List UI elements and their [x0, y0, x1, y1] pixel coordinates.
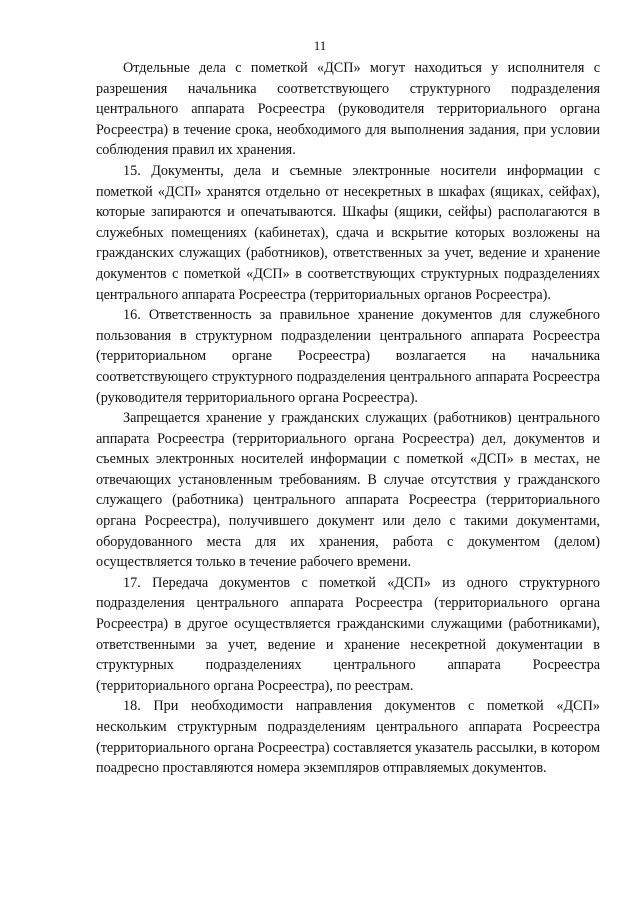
paragraph-15-storage: 15. Документы, дела и съемные электронные носители информации с пометкой «ДСП» хранятся отдельно от несекретных в шкафах (ящиках, сейфах), которые запираются и опечатываются. Шкафы (ящики, сейфы) располагаются в служебных помещениях (кабинетах), сдача и вскрытие которых возложены на гражданских служащих (работников), ответственных за учет, ведение и хранение документов с пометкой «ДСП» в соответствующих структурных подразделениях центрального аппарата Росреестра (территориальных органов Росреестра). [96, 162, 600, 303]
page-number: 11 [313, 38, 327, 53]
paragraph-17-transfer: 17. Передача документов с пометкой «ДСП» из одного структурного подразделения центрального аппарата Росреестра (территориального органа Росреестра) в другое осуществляется гражданскими служащими (работниками), ответственными за учет, ведение и хранение несекретной документации в структурных подразделениях центрального аппарата Росреестра (территориального органа Росреестра), по реестрам. [96, 574, 600, 694]
document-body [96, 58, 600, 779]
paragraph-16-responsibility: 16. Ответственность за правильное хранение документов для служебного пользования в структурном подразделении центрального аппарата Росреестра (территориальном органе Росреестра) возлагается на начальника соответствующего структурного подразделения центрального аппарата Росреестра (руководителя территориального органа Росреестра). [96, 307, 600, 406]
paragraph-18-distribution: 18. При необходимости направления документов с пометкой «ДСП» нескольким структурным подразделениям центрального аппарата Росреестра (территориального органа Росреестра) составляется указатель рассылки, в котором поадресно проставляются номера экземпляров отправляемых документов. [96, 698, 600, 777]
paragraph-dsp-cases-with-executor: Отдельные дела с пометкой «ДСП» могут находиться у исполнителя с разрешения начальника соответствующего структурного подразделения центрального аппарата Росреестра (руководителя территориального органа Росреестра) в течение срока, необходимого для выполнения задания, при условии соблюдения правил их хранения. [96, 60, 600, 159]
paragraph-storage-prohibition: Запрещается хранение у гражданских служащих (работников) центрального аппарата Росреестра (территориального органа Росреестра) дел, документов и съемных электронных носителей информации с пометкой «ДСП» в местах, не отвечающих установленным требованиям. В случае отсутствия у гражданского служащего (работника) центрального аппарата Росреестра (территориального органа Росреестра), получившего документ или дело с такими документами, оборудованного места для их хранения, работа с документом (делом) осуществляется только в течение рабочего времени. [96, 410, 600, 571]
